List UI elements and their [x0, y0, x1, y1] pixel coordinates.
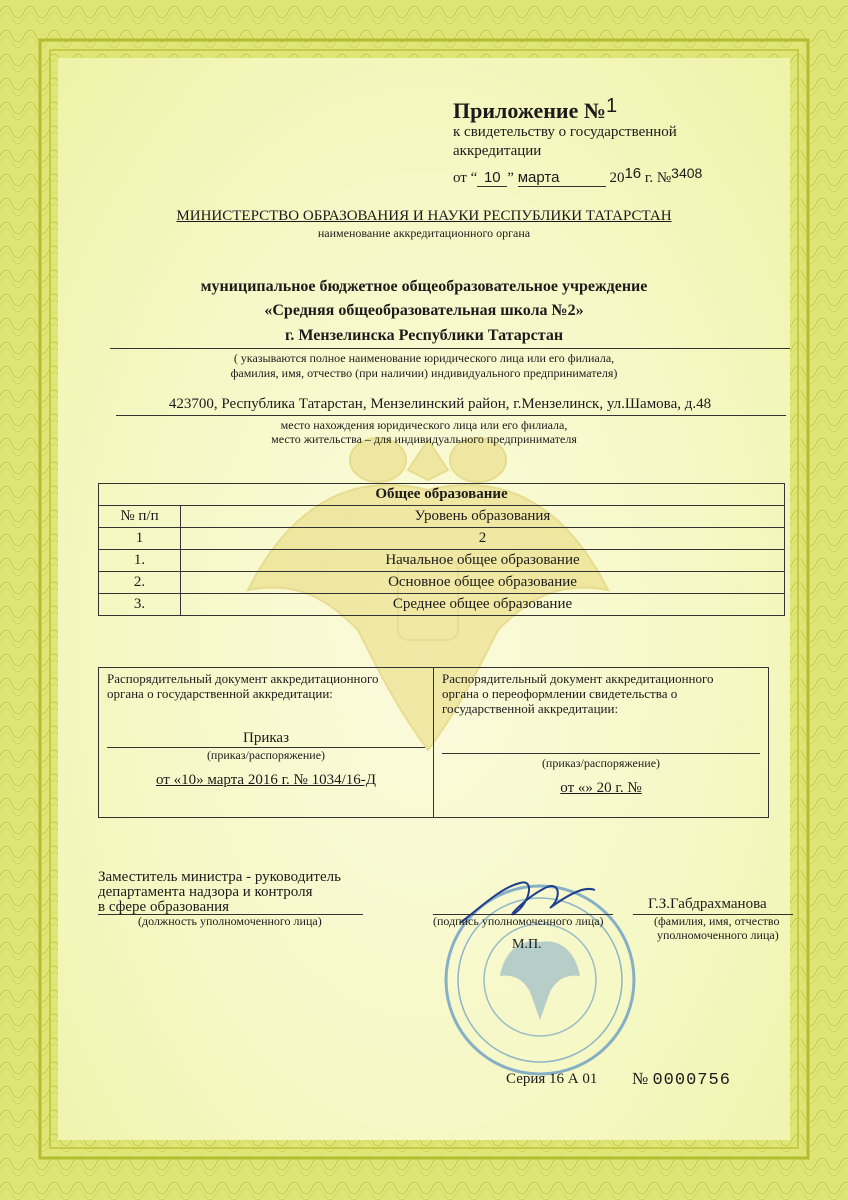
authority-caption: наименование аккредитационного органа — [317, 226, 531, 240]
sign-caption: (подпись уполномоченного лица) — [433, 914, 604, 928]
doc-accreditation-box: Распорядительный документ аккредитационного органа о государственной аккредитации: Приказ (приказ/распоряжение) от «10» марта 2016 г. № 1034/16-Д — [98, 667, 434, 818]
doc-reissue-box: Распорядительный документ аккредитационного органа о переоформлении свидетельства о государственной аккредитации: (приказ/распоряжение) от «» 20 г. № — [433, 667, 769, 818]
org-line3: г. Мензелинска Республики Татарстан — [284, 327, 564, 344]
header-day: 10 — [477, 169, 507, 187]
position-caption: (должность уполномоченного лица) — [138, 914, 322, 928]
table-row: 2. Основное общее образование — [99, 572, 785, 594]
address-caption2: место жительства – для индивидуального предпринимателя — [271, 432, 577, 446]
table-header-row — [99, 506, 785, 528]
org-line2: «Средняя общеобразовательная школа №2» — [264, 302, 584, 319]
signer-position-1: Заместитель министра - руководитель — [98, 869, 341, 885]
table-title: Общее образование — [99, 484, 785, 506]
table-row: 1. Начальное общее образование — [99, 550, 785, 572]
header-month: марта — [518, 169, 606, 187]
header-year: 16 — [624, 165, 642, 182]
header-line1: к свидетельству о государственной — [453, 124, 677, 140]
table-index-row: 1 2 — [99, 528, 785, 550]
address-underline — [116, 415, 786, 416]
name-caption-1: (фамилия, имя, отчество — [654, 914, 780, 928]
series-label: Серия 16 А 01 — [506, 1071, 598, 1087]
header-line2: аккредитации — [453, 143, 542, 159]
doc-left-type: Приказ — [242, 730, 289, 746]
signer-position-2: департамента надзора и контроля — [98, 884, 313, 900]
address-value: 423700, Республика Татарстан, Мензелинский район, г.Мензелинск, ул.Шамова, д.48 — [168, 396, 712, 412]
org-caption2: фамилия, имя, отчество (при наличии) индивидуального предпринимателя) — [230, 366, 618, 380]
doc-right-date: от «» 20 г. № — [560, 780, 642, 796]
stamp-place: М.П. — [512, 937, 542, 952]
signer-position-3: в сфере образования — [98, 899, 230, 915]
signer-name: Г.З.Габдрахманова — [648, 896, 767, 912]
authority-name: МИНИСТЕРСТВО ОБРАЗОВАНИЯ И НАУКИ РЕСПУБЛИКИ ТАТАРСТАН — [176, 208, 672, 224]
col-num-header: № п/п — [99, 506, 181, 528]
org-line1: муниципальное бюджетное общеобразовательное учреждение — [200, 278, 648, 295]
header-date-line: от “ 10 ” марта 2016 г. №3408 — [453, 165, 703, 186]
serial-number: № 0000756 — [632, 1069, 731, 1090]
org-underline — [110, 348, 790, 349]
appendix-title: Приложение №1 — [453, 95, 618, 123]
table-title-row — [99, 484, 785, 506]
appendix-number: 1 — [605, 95, 618, 117]
table-row: 3. Среднее общее образование — [99, 594, 785, 616]
col-level-header: Уровень образования — [181, 506, 785, 528]
address-caption1: место нахождения юридического лица или его филиала, — [280, 418, 568, 432]
org-caption1: ( указываются полное наименование юридического лица или его филиала, — [233, 351, 615, 365]
name-caption-2: уполномоченного лица) — [657, 928, 779, 942]
doc-left-date: от «10» марта 2016 г. № 1034/16-Д — [155, 772, 377, 788]
header-cert-number: 3408 — [671, 165, 703, 181]
education-table — [98, 483, 785, 616]
